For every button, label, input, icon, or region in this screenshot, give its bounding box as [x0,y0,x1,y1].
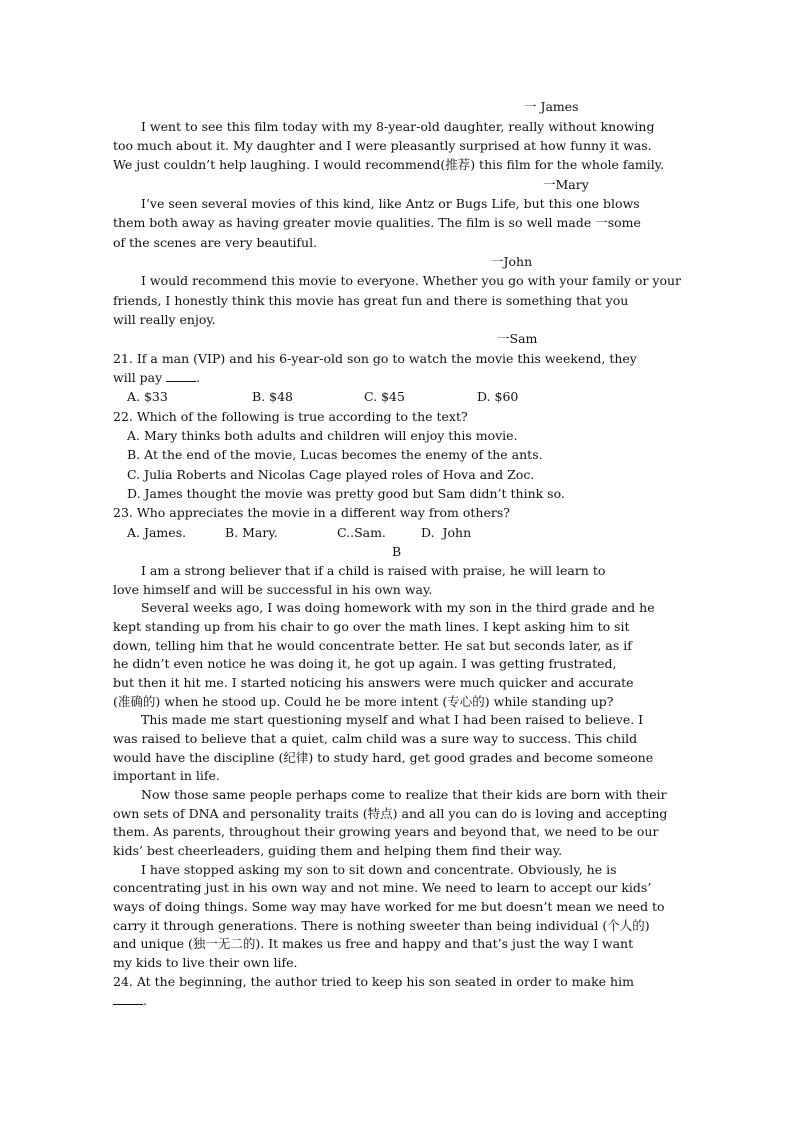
question-21-line-1: 21. If a man (VIP) and his 6-year-old son go to watch the movie this weekend, they [113,351,637,366]
q21-option-d: D. $60 [477,389,519,404]
passage-b-line-6: he didn’t even notice he was doing it, he got up again. I was getting frustrated, [113,656,617,671]
passage-b-line-10: was raised to believe that a quiet, calm child was a sure way to success. This child [113,731,638,746]
passage-b-line-22: my kids to live their own life. [113,955,298,970]
review-2-line-1: I’ve seen several movies of this kind, like Antz or Bugs Life, but this one blows [141,196,640,211]
signature-mary: 一Mary [543,177,589,192]
passage-b-line-20: carry it through generations. There is nothing sweeter than being individual (个人的) [113,918,650,933]
signature-james: 一 James [524,99,579,114]
review-1-line-2: too much about it. My daughter and I were pleasantly surprised at how funny it was. [113,138,652,153]
passage-b-line-15: them. As parents, throughout their growing years and beyond that, we need to be our [113,824,659,839]
q23-option-c: C..Sam. [337,525,386,540]
review-3-line-3: will really enjoy. [113,312,216,327]
question-22: 22. Which of the following is true according to the text? [113,409,468,424]
passage-b-line-1: I am a strong believer that if a child is raised with praise, he will learn to [141,563,606,578]
q22-option-a: A. Mary thinks both adults and children will enjoy this movie. [127,428,518,443]
passage-b-line-12: important in life. [113,768,220,783]
question-21-line-2: will pay . [113,370,201,385]
review-1-line-3: We just couldn’t help laughing. I would recommend(推荐) this film for the whole family. [113,157,665,172]
passage-b-line-11: would have the discipline (纪律) to study hard, get good grades and become someone [113,750,654,765]
passage-b-line-21: and unique (独一无二的). It makes us free and happy and that’s just the way I want [113,936,634,951]
q21-option-b: B. $48 [252,389,293,404]
passage-b-line-16: kids’ best cheerleaders, guiding them and helping them find their way. [113,843,563,858]
passage-b-line-18: concentrating just in his own way and not mine. We need to learn to accept our kids’ [113,880,652,895]
answer-blank [166,370,196,382]
question-23: 23. Who appreciates the movie in a different way from others? [113,505,510,520]
q23-option-d: D. John [421,525,472,540]
question-24: 24. At the beginning, the author tried to keep his son seated in order to make him [113,974,634,989]
section-b-heading: B [392,544,402,559]
q21-option-a: A. $33 [127,389,168,404]
review-3-line-2: friends, I honestly think this movie has great fun and there is something that you [113,293,629,308]
passage-b-line-14: own sets of DNA and personality traits (特点) and all you can do is loving and accepting [113,806,668,821]
passage-b-line-4: kept standing up from his chair to go over the math lines. I kept asking him to sit [113,619,630,634]
q22-option-b: B. At the end of the movie, Lucas becomes the enemy of the ants. [127,447,543,462]
review-2-line-3: of the scenes are very beautiful. [113,235,318,250]
question-24-blank-line: . [113,993,147,1009]
passage-b-line-19: ways of doing things. Some way may have worked for me but doesn’t mean we need to [113,899,665,914]
passage-b-line-9: This made me start questioning myself and what I had been raised to believe. I [141,712,644,727]
review-2-line-2: them both away as having greater movie qualities. The film is so well made 一some [113,215,641,230]
q23-option-a: A. James. [127,525,187,540]
passage-b-line-8: (准确的) when he stood up. Could he be more intent (专心的) while standing up? [113,694,614,709]
passage-b-line-5: down, telling him that he would concentrate better. He sat but seconds later, as if [113,638,632,653]
passage-b-line-2: love himself and will be successful in his own way. [113,582,433,597]
q22-option-c: C. Julia Roberts and Nicolas Cage played roles of Hova and Zoc. [127,467,535,482]
signature-john: 一John [491,254,533,269]
passage-b-line-3: Several weeks ago, I was doing homework with my son in the third grade and he [141,600,655,615]
signature-sam: 一Sam [497,331,538,346]
review-3-line-1: I would recommend this movie to everyone. Whether you go with your family or your [141,273,682,288]
q22-option-d: D. James thought the movie was pretty good but Sam didn’t think so. [127,486,565,501]
review-1-line-1: I went to see this film today with my 8-year-old daughter, really without knowing [141,119,655,134]
passage-b-line-13: Now those same people perhaps come to realize that their kids are born with their [141,787,667,802]
q23-option-b: B. Mary. [225,525,278,540]
answer-blank [113,993,143,1005]
passage-b-line-7: but then it hit me. I started noticing his answers were much quicker and accurate [113,675,634,690]
q21-option-c: C. $45 [364,389,405,404]
passage-b-line-17: I have stopped asking my son to sit down and concentrate. Obviously, he is [141,862,617,877]
